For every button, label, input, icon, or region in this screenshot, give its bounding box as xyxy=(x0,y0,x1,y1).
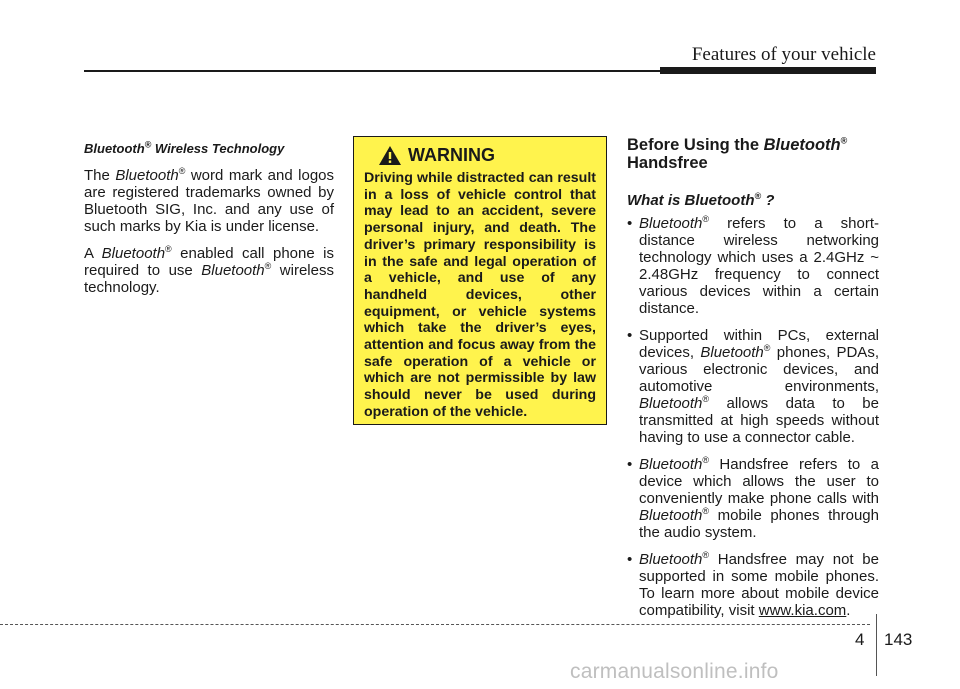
brand-text: Bluetooth xyxy=(84,141,145,156)
brand-text: Bluetooth xyxy=(763,136,841,154)
list-item: • Supported within PCs, external devices, Bluetooth® phones, PDAs, various electronic devices, and automotive environments, Bluetooth® allows data to be transmitted at high speeds without having to use a connector cable. xyxy=(627,327,879,446)
right-column xyxy=(627,134,879,629)
subheading-rest: Wireless Technology xyxy=(151,141,285,156)
section-title: Before Using the Bluetooth® Handsfree xyxy=(627,135,848,172)
left-column xyxy=(84,134,334,306)
warning-text: Driving while distracted can result in a loss of vehicle control that may lead to an accident, severe personal injury, and death. The driver’s primary responsibility is in the safe and legal operation of a vehicle, and use of any handheld devices, other equipment, or vehicle systems which take the driver’s eyes, attention and focus away from the safe operation of a vehicle or which are not permissible by law should never be used during operation of the vehicle. xyxy=(364,170,596,420)
footer-rule xyxy=(0,624,870,625)
bluetooth-subheading xyxy=(84,140,334,157)
bullet-icon: • xyxy=(627,456,633,473)
list-item: • Bluetooth® Handsfree may not be supported in some mobile phones. To learn more about mobile device compatibility, visit www.kia.com. xyxy=(627,550,879,619)
bullet-icon: • xyxy=(627,327,633,344)
bluetooth-bullets xyxy=(627,215,879,619)
header-rule-thick xyxy=(660,67,876,74)
kia-website-link[interactable]: www.kia.com xyxy=(758,602,847,619)
warning-triangle-icon xyxy=(378,145,402,166)
header-title: Features of your vehicle xyxy=(691,44,876,65)
brand-text: Bluetooth xyxy=(201,262,265,279)
footer-divider xyxy=(876,614,877,676)
list-item: • Bluetooth® Handsfree refers to a device which allows the user to conveniently make phone calls with Bluetooth® mobile phones through the audio system. xyxy=(627,455,879,541)
reg-mark: ® xyxy=(144,139,152,150)
requirement-paragraph: A Bluetooth® enabled call phone is required to use Bluetooth® wireless technology. xyxy=(84,244,334,296)
brand-text: Bluetooth xyxy=(101,245,166,262)
warning-header xyxy=(378,145,596,166)
watermark: carmanualsonline.info xyxy=(570,660,779,683)
brand-text: Bluetooth xyxy=(115,167,179,184)
bullet-icon: • xyxy=(627,215,633,232)
page-number: 143 xyxy=(884,630,913,649)
bullet-icon: • xyxy=(627,551,633,568)
list-item: • Bluetooth® refers to a short-distance wireless networking technology which uses a 2.4GHz ~ 2.48GHz frequency to connect various devices within a certain distance. xyxy=(627,214,879,317)
warning-box xyxy=(353,136,607,425)
header-rule xyxy=(84,70,660,72)
warning-title: WARNING xyxy=(408,145,495,165)
trademark-paragraph: The Bluetooth® word mark and logos are registered trademarks owned by Bluetooth SIG, Inc. and any use of such marks by Kia is under license. xyxy=(84,166,334,235)
what-is-bluetooth-heading: What is Bluetooth® ? xyxy=(627,191,775,209)
chapter-number: 4 xyxy=(855,630,865,649)
